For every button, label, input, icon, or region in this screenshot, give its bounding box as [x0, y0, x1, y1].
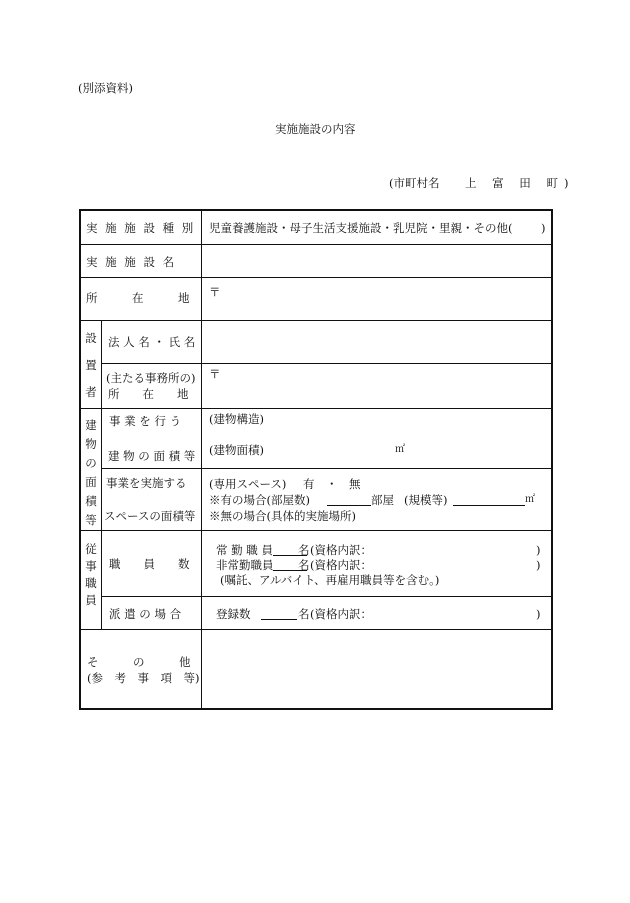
fulltime-qualification-label: (資格内訳：	[310, 543, 372, 557]
if-yes-rooms-label: ※有の場合(部屋数)	[209, 493, 310, 507]
registered-qualification-label: (資格内訳：	[310, 607, 372, 621]
parttime-label: 非常勤職員	[216, 558, 274, 572]
municipality-label: (市町村名	[389, 176, 440, 190]
other-notes-field[interactable]	[209, 639, 544, 699]
facility-type-options: 児童養護施設・母子生活支援施設・乳児院・里親・その他(	[209, 221, 513, 235]
fulltime-close-paren: )	[536, 543, 541, 557]
other-label-line1: そ の 他	[87, 655, 191, 669]
building-area-label: (建物面積)	[209, 443, 264, 457]
dedicated-space-label: (専用スペース)	[209, 477, 287, 491]
registered-close-paren: )	[536, 607, 541, 621]
corp-name-label: 法 人 名 ・ 氏 名	[108, 335, 196, 349]
staff-count-label: 職 員 数	[109, 557, 190, 571]
building-structure-label: (建物構造)	[209, 412, 264, 426]
parttime-qualification-label: (資格内訳：	[310, 558, 372, 572]
facility-name-field[interactable]	[209, 255, 544, 271]
location-label: 所 在 地	[86, 291, 190, 305]
parttime-count-unit: 名	[298, 558, 310, 572]
staff-note: (嘱託、アルバイト、再雇用職員等を含む。)	[220, 573, 440, 587]
other-label-line2: (参 考 事 項 等)	[87, 671, 200, 685]
establisher-group-label: 設 置 者	[85, 331, 97, 399]
facility-name-label: 実 施 施 設 名	[86, 255, 177, 269]
facility-type-close-paren: )	[541, 221, 546, 235]
location-postal-mark: 〒	[209, 285, 221, 299]
scale-unit: ㎡	[525, 494, 535, 505]
registered-count-unit: 名	[298, 607, 310, 621]
scale-label: (規模等)	[404, 493, 448, 507]
building-area-unit: ㎡	[395, 444, 405, 455]
building-row1-label-line2: 建 物 の 面 積 等	[108, 449, 196, 463]
fulltime-label: 常 勤 職 員	[216, 543, 273, 557]
facility-form-table	[79, 209, 553, 710]
office-label-line2: 所 在 地	[108, 387, 189, 401]
dispatch-label: 派 遣 の 場 合	[109, 607, 182, 621]
building-row1-label-line1: 事 業 を 行 う	[109, 414, 182, 428]
building-row2-label-line1: 事業を実施する	[106, 476, 187, 490]
rooms-unit: 部屋	[371, 493, 394, 507]
building-row2-label-line2: スペースの面積等	[104, 509, 196, 523]
registered-count-field[interactable]	[261, 607, 297, 623]
building-area-group-label: 建 物 の 面 積 等	[85, 418, 97, 527]
if-no-label: ※無の場合(具体的実施場所)	[209, 509, 356, 523]
municipality-name: 上 富 田 町)	[465, 176, 575, 190]
staff-group-label: 従 事 職 員	[85, 542, 97, 607]
page-title: 実施施設の内容	[275, 122, 356, 136]
fulltime-count-unit: 名	[298, 543, 310, 557]
scale-field[interactable]	[453, 493, 525, 509]
parttime-close-paren: )	[536, 558, 541, 572]
rooms-count-field[interactable]	[327, 493, 371, 509]
dedicated-space-yes-no[interactable]: 有 ・ 無	[303, 477, 361, 491]
office-postal-mark: 〒	[209, 367, 221, 381]
attachment-label: (別添資料)	[78, 81, 133, 95]
facility-type-label: 実 施 施 設 種 別	[86, 221, 196, 235]
registered-label: 登録数	[216, 607, 251, 621]
office-label-line1: (主たる事務所の)	[106, 371, 196, 385]
